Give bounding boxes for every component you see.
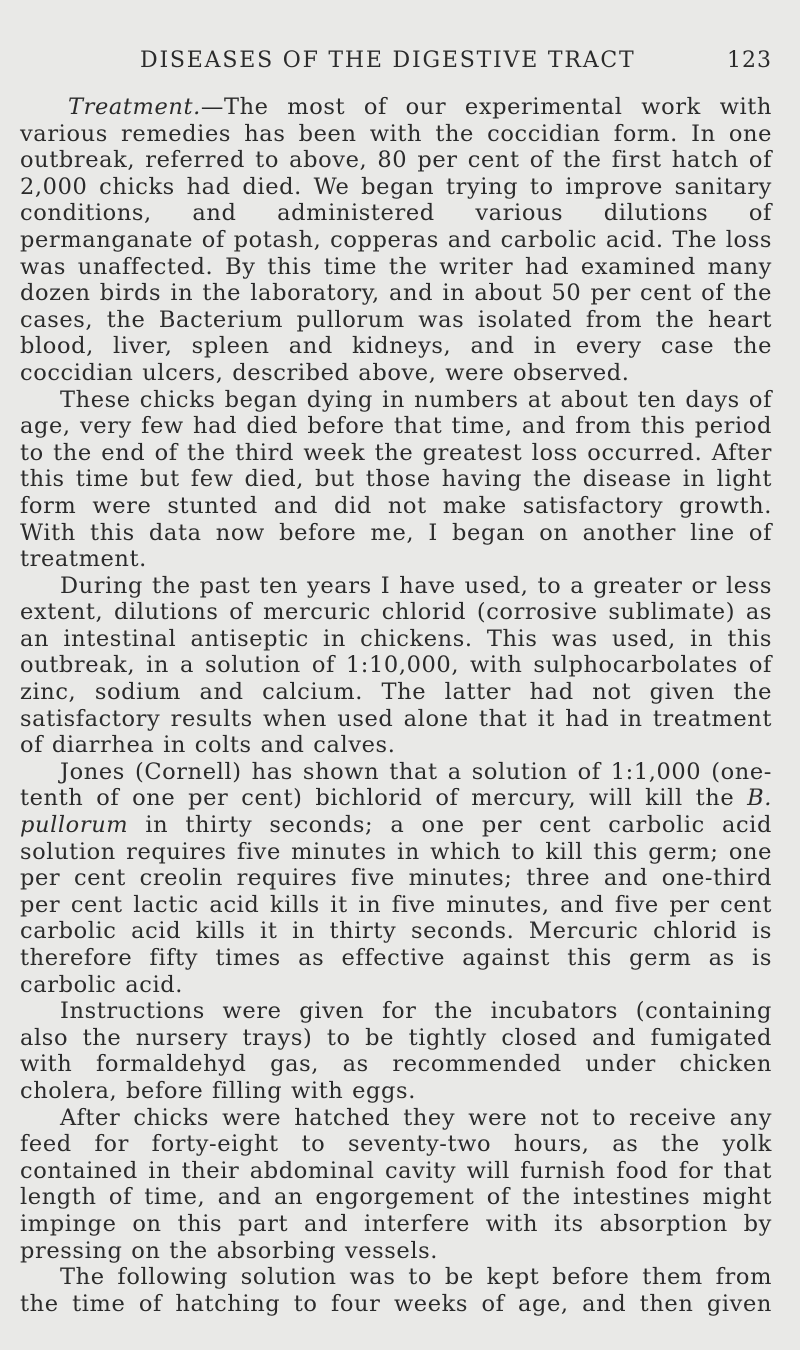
page-number: 123 xyxy=(727,48,772,73)
running-title: DISEASES OF THE DIGESTIVE TRACT xyxy=(140,48,636,73)
species-name: B. pullorum xyxy=(20,785,772,839)
paragraph-feeding: After chicks were hatched they were not to receive any feed for forty-eight to seventy-two hours, as the yolk contained in their abdominal cavity will furnish food for that length of time, and an engorgement of the intestines might impinge on this part and interfere with its absorption by pressing on the absorbing vessels. xyxy=(20,1104,772,1264)
section-heading: Treatment. xyxy=(68,94,201,120)
paragraph-jones xyxy=(20,759,772,998)
paragraph-text: —The most of our experimental work with various remedies has been with the coccidian form. In one outbreak, referred to above, 80 per cent of the first hatch of 2,000 chicks had died. We began trying to improve sanitary conditions, and administered various dilutions of permanganate of potash, copperas and carbolic acid. The loss was unaffected. By this time the writer had examined many dozen birds in the laboratory, and in about 50 per cent of the cases, the Bacterium pullorum was isolated from the heart blood, liver, spleen and kidneys, and in every case the coccidian ulcers, described above, were observed. xyxy=(20,94,772,386)
paragraph-mortality: These chicks began dying in numbers at about ten days of age, very few had died before that time, and from this period to the end of the third week the greatest loss occurred. After this time but few died, but those having the disease in light form were stunted and did not make satisfactory growth. With this data now before me, I began on another line of treatment. xyxy=(20,386,772,573)
paragraph-mercuric-chlorid: During the past ten years I have used, to a greater or less extent, dilutions of mercuric chlorid (corrosive sublimate) as an intestinal antiseptic in chickens. This was used, in this outbreak, in a solution of 1:10,000, with sulphocarbolates of zinc, sodium and calcium. The latter had not given the satisfactory results when used alone that it had in treatment of diarrhea in colts and calves. xyxy=(20,572,772,759)
running-head xyxy=(20,36,772,84)
paragraph-treatment xyxy=(20,94,772,387)
body-text xyxy=(20,94,772,1317)
paragraph-solution: The following solution was to be kept before them from the time of hatching to four weeks of age, and then given xyxy=(20,1264,772,1317)
paragraph-incubators: Instructions were given for the incubators (containing also the nursery trays) to be tightly closed and fumigated with formaldehyd gas, as recommended under chicken cholera, before filling with eggs. xyxy=(20,998,772,1104)
paragraph-text: in thirty seconds; a one per cent carbolic acid solution requires five minutes in which to kill this germ; one per cent creolin requires five minutes; three and one-third per cent lactic acid kills it in five minutes, and five per cent carbolic acid kills it in thirty seconds. Mercuric chlorid is therefore fifty times as effective against this germ as is carbolic acid. xyxy=(20,812,772,998)
paragraph-text: Jones (Cornell) has shown that a solution of 1:1,000 (one-tenth of one per cent) bichlorid of mercury, will kill the xyxy=(20,758,772,812)
